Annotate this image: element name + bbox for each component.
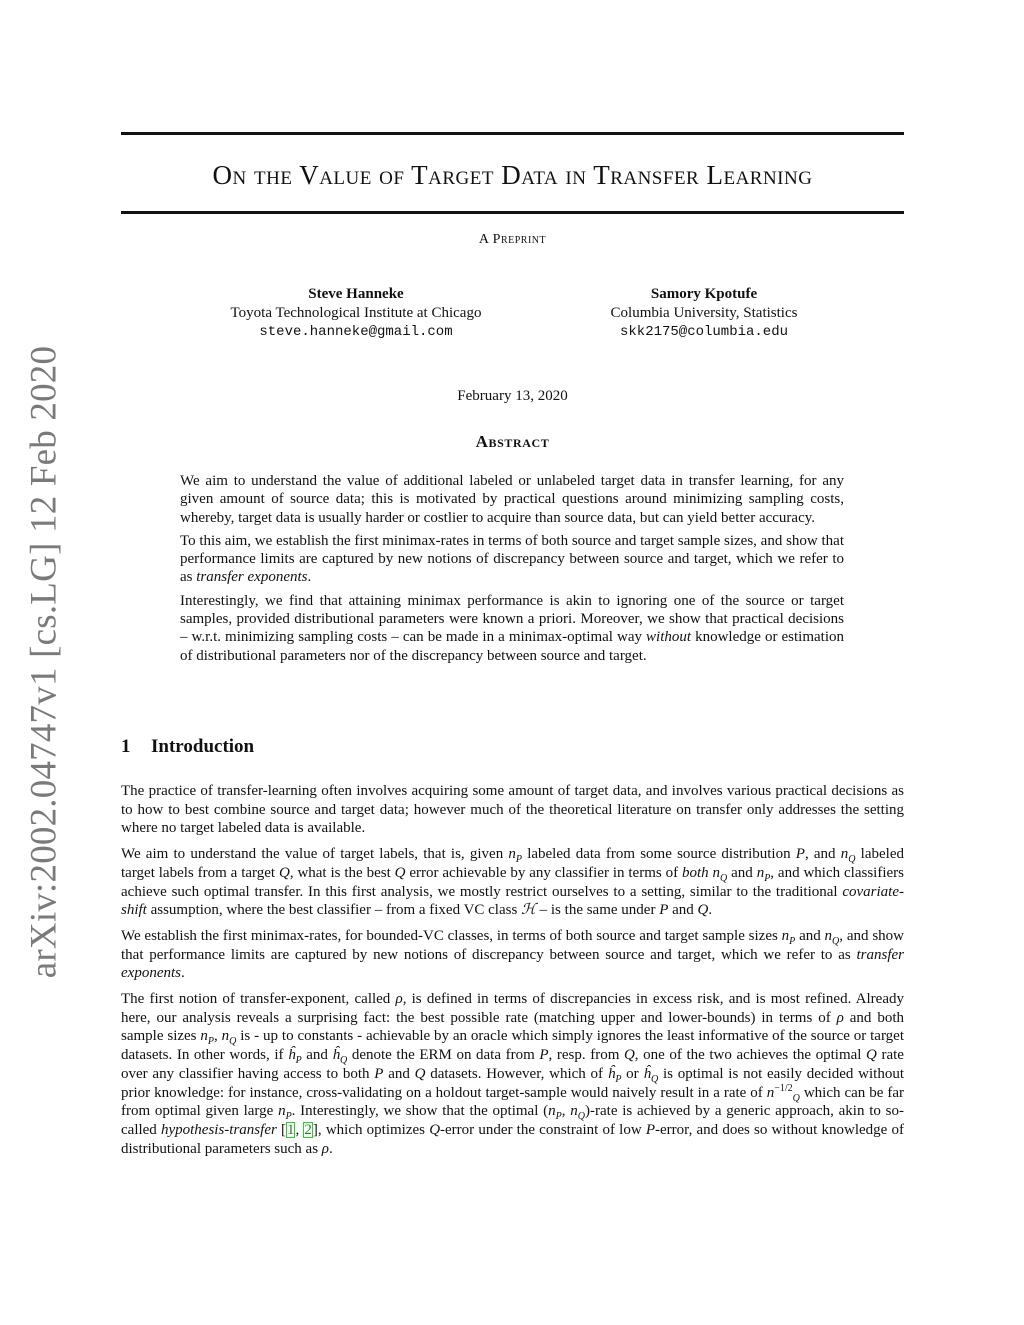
citation-link[interactable]: 1: [286, 1121, 295, 1138]
title-rule-top: [121, 132, 904, 135]
preprint-label: A Preprint: [478, 232, 547, 247]
abstract-paragraph: We aim to understand the value of additional labeled or unlabeled target data in transfer learning, for any given amount of source data; this is motivated by practical questions around minimizing sampling costs, whereby, target data is usually harder or costlier to acquire than source data, but can yield better accuracy.: [180, 473, 844, 526]
paper-title: On the Value of Target Data in Transfer Learning: [212, 160, 813, 190]
author-name: Steve Hanneke: [308, 286, 404, 302]
author-email[interactable]: steve.hanneke@gmail.com: [259, 324, 453, 340]
title-rule-bottom: [121, 211, 904, 214]
citation-link[interactable]: 2: [304, 1121, 312, 1138]
arxiv-side-identifier: arXiv:2002.04747v1 [cs.LG] 12 Feb 2020: [23, 345, 65, 979]
abstract-body: [180, 472, 844, 670]
paper-date: February 13, 2020: [457, 388, 568, 404]
author-block: [560, 285, 848, 342]
author-affiliation: Toyota Technological Institute at Chicago: [230, 305, 482, 321]
intro-paragraph: The first notion of transfer-exponent, called ρ, is defined in terms of discrepancies in excess risk, and is most refined. Already here, our analysis reveals a surprising fact: the best possible rate (matching upper and lower-bounds) in terms of ρ and both sample sizes $n_P$, $n_Q$ is - up to constants - achievable by an oracle which simply ignores the least informative of the source or target datasets. In other words, if $ĥ_P$ and $ĥ_Q$ denote the ERM on data from P, resp. from Q, one of the two achieves the optimal Q rate over any classifier having access to both P and Q datasets. However, which of $ĥ_P$ or $ĥ_Q$ is optimal is not easily decided without prior knowledge: for instance, cross-validating on a holdout target-sample would naively result in a rate of $n^{-1/2}_Q$ which can be far from optimal given large $n_P$. Interestingly, we show that the optimal ($n_P$, $n_Q$)-rate is achieved by a generic approach, akin to so-called hypothesis-transfer [1, 2], which optimizes Q-error under the constraint of low P-error, and does so without knowledge of distributional parameters such as ρ.: [121, 991, 905, 1157]
section-heading-introduction: 1 Introduction: [121, 736, 255, 757]
author-affiliation: Columbia University, Statistics: [610, 305, 798, 321]
author-name: Samory Kpotufe: [650, 286, 758, 302]
abstract-paragraph: Interestingly, we find that attaining minimax performance is akin to ignoring one of the source or target samples, provided distributional parameters were known a priori. Moreover, we show that practical decisions – w.r.t. minimizing sampling costs – can be made in a minimax-optimal way without knowledge or estimation of distributional parameters nor of the discrepancy between source and target.: [180, 592, 844, 664]
intro-paragraph: We establish the first minimax-rates, for bounded-VC classes, in terms of both source and target sample sizes $n_P$ and $n_Q$, and show that performance limits are captured by new notions of discrepancy between source and target, which we refer to as transfer exponents.: [121, 927, 904, 982]
intro-paragraph: The practice of transfer-learning often involves acquiring some amount of target data, and involves various practical decisions as to how to best combine source and target data; however much of the theoretical literature on transfer only addresses the setting where no target labeled data is available.: [121, 783, 904, 837]
introduction-body: [121, 782, 904, 1165]
intro-paragraph: We aim to understand the value of target labels, that is, given $n_P$ labeled data from some source distribution P, and $n_Q$ labeled target labels from a target Q, what is the best Q error achievable by any classifier in terms of both $n_Q$ and $n_P$, and which classifiers achieve such optimal transfer. In this first analysis, we mostly restrict ourselves to a setting, similar to the traditional covariate-shift assumption, where the best classifier – from a fixed VC class ℋ – is the same under P and Q.: [121, 846, 904, 919]
author-email[interactable]: skk2175@columbia.edu: [619, 324, 789, 340]
author-block: [180, 285, 532, 342]
abstract-heading: Abstract: [475, 432, 550, 451]
abstract-paragraph: To this aim, we establish the first minimax-rates in terms of both source and target sample sizes, and show that performance limits are captured by new notions of discrepancy between source and target, which we refer to as transfer exponents.: [180, 532, 844, 586]
